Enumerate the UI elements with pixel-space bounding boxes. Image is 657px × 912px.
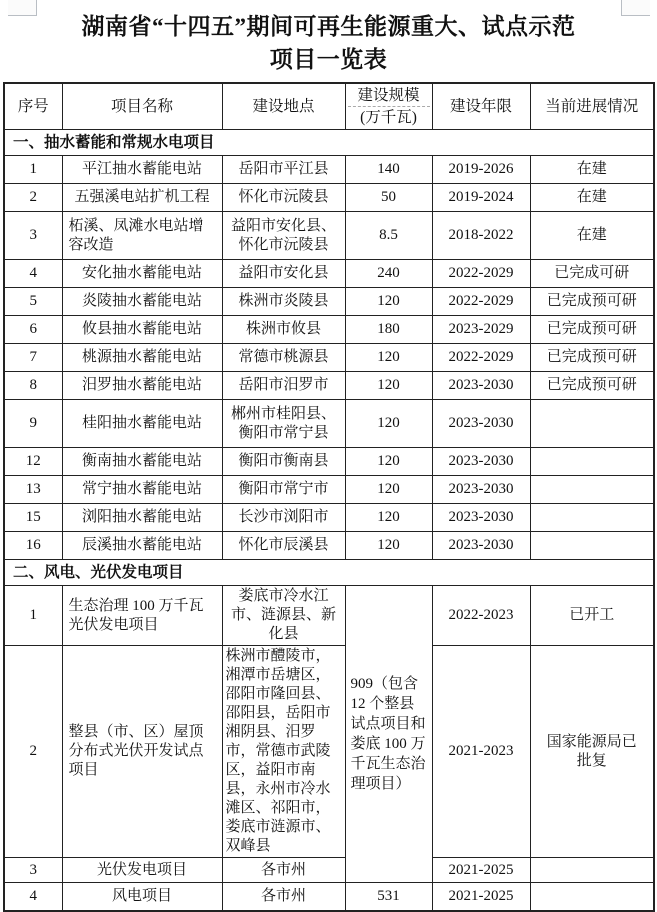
cell-location: 郴州市桂阳县、衡阳市常宁县 xyxy=(222,400,345,448)
table-row xyxy=(4,156,654,184)
cell-name: 浏阳抽水蓄能电站 xyxy=(62,504,222,532)
cell-scale: 120 xyxy=(345,288,432,316)
page-title-line2: 项目一览表 xyxy=(269,47,388,72)
cell-name: 整县（市、区）屋顶分布式光伏开发试点项目 xyxy=(62,646,222,858)
cell-scale: 120 xyxy=(345,344,432,372)
cell-no: 5 xyxy=(4,288,62,316)
cell-status: 已完成预可研 xyxy=(530,344,654,372)
cell-name: 桃源抽水蓄能电站 xyxy=(62,344,222,372)
cell-no: 16 xyxy=(4,532,62,560)
cell-location: 株洲市攸县 xyxy=(222,316,345,344)
table-row xyxy=(4,504,654,532)
cell-no: 15 xyxy=(4,504,62,532)
cell-status: 在建 xyxy=(530,156,654,184)
cell-no: 12 xyxy=(4,448,62,476)
cell-name: 常宁抽水蓄能电站 xyxy=(62,476,222,504)
cell-status: 已完成预可研 xyxy=(530,372,654,400)
cell-status xyxy=(530,448,654,476)
cell-status: 在建 xyxy=(530,184,654,212)
cell-status: 已开工 xyxy=(530,586,654,646)
cell-location: 岳阳市平江县 xyxy=(222,156,345,184)
cell-status: 国家能源局已批复 xyxy=(530,646,654,858)
cell-no: 1 xyxy=(4,156,62,184)
cell-years: 2023-2030 xyxy=(432,532,530,560)
cell-scale: 50 xyxy=(345,184,432,212)
cell-no: 4 xyxy=(4,260,62,288)
cell-status: 已完成可研 xyxy=(530,260,654,288)
cell-name: 辰溪抽水蓄能电站 xyxy=(62,532,222,560)
cell-name: 平江抽水蓄能电站 xyxy=(62,156,222,184)
cell-name: 光伏发电项目 xyxy=(62,858,222,883)
table-row xyxy=(4,260,654,288)
cell-status: 已完成预可研 xyxy=(530,316,654,344)
cell-location: 常德市桃源县 xyxy=(222,344,345,372)
page-title xyxy=(6,10,651,76)
cell-name: 桂阳抽水蓄能电站 xyxy=(62,400,222,448)
cell-location: 株洲市炎陵县 xyxy=(222,288,345,316)
cell-scale: 180 xyxy=(345,316,432,344)
cell-no: 13 xyxy=(4,476,62,504)
cell-scale: 120 xyxy=(345,372,432,400)
cell-status xyxy=(530,476,654,504)
cell-years: 2021-2025 xyxy=(432,883,530,912)
cell-scale: 8.5 xyxy=(345,212,432,260)
table-row xyxy=(4,858,654,883)
cell-location: 衡阳市衡南县 xyxy=(222,448,345,476)
section1-header-row xyxy=(4,130,654,156)
cell-years: 2023-2029 xyxy=(432,316,530,344)
col-header-scale-unit: (万千瓦) xyxy=(348,106,430,127)
cell-status xyxy=(530,532,654,560)
cell-no: 6 xyxy=(4,316,62,344)
cell-years: 2023-2030 xyxy=(432,400,530,448)
cell-years: 2021-2025 xyxy=(432,858,530,883)
cell-years: 2019-2024 xyxy=(432,184,530,212)
section2-label: 二、风电、光伏发电项目 xyxy=(4,560,654,586)
cell-location: 益阳市安化县、怀化市沅陵县 xyxy=(222,212,345,260)
cell-location: 怀化市辰溪县 xyxy=(222,532,345,560)
table-header-row xyxy=(4,83,654,130)
cell-name: 安化抽水蓄能电站 xyxy=(62,260,222,288)
cell-no: 2 xyxy=(4,646,62,858)
cell-years: 2022-2029 xyxy=(432,260,530,288)
cell-location: 娄底市冷水江市、涟源县、新化县 xyxy=(222,586,345,646)
cell-years: 2022-2029 xyxy=(432,288,530,316)
table-row xyxy=(4,184,654,212)
cell-years: 2023-2030 xyxy=(432,504,530,532)
cell-years: 2022-2023 xyxy=(432,586,530,646)
table-row xyxy=(4,586,654,646)
cell-name: 汨罗抽水蓄能电站 xyxy=(62,372,222,400)
col-header-location: 建设地点 xyxy=(222,83,345,130)
cell-no: 2 xyxy=(4,184,62,212)
cell-scale: 531 xyxy=(345,883,432,912)
cell-no: 8 xyxy=(4,372,62,400)
cell-scale: 120 xyxy=(345,504,432,532)
cell-years: 2019-2026 xyxy=(432,156,530,184)
cell-years: 2023-2030 xyxy=(432,372,530,400)
cell-location: 各市州 xyxy=(222,858,345,883)
cell-scale: 120 xyxy=(345,400,432,448)
cell-years: 2018-2022 xyxy=(432,212,530,260)
cell-name: 炎陵抽水蓄能电站 xyxy=(62,288,222,316)
table-row xyxy=(4,448,654,476)
cell-scale: 120 xyxy=(345,532,432,560)
page-title-line1: 湖南省“十四五”期间可再生能源重大、试点示范 xyxy=(81,14,576,39)
cell-name: 衡南抽水蓄能电站 xyxy=(62,448,222,476)
cell-location: 怀化市沅陵县 xyxy=(222,184,345,212)
cell-years: 2023-2030 xyxy=(432,476,530,504)
cell-status: 已完成预可研 xyxy=(530,288,654,316)
section2-header-row xyxy=(4,560,654,586)
cell-name: 柘溪、凤滩水电站增容改造 xyxy=(62,212,222,260)
cell-location: 各市州 xyxy=(222,883,345,912)
col-header-scale-line1: 建设规模 xyxy=(357,87,420,104)
cropped-ui-artifact-right xyxy=(621,0,650,16)
cell-status xyxy=(530,883,654,912)
section1-label: 一、抽水蓄能和常规水电项目 xyxy=(4,130,654,156)
table-row xyxy=(4,316,654,344)
cell-location: 益阳市安化县 xyxy=(222,260,345,288)
projects-table xyxy=(3,82,655,912)
cell-scale: 120 xyxy=(345,448,432,476)
cell-location: 株洲市醴陵市，湘潭市岳塘区，邵阳市隆回县、邵阳县，岳阳市湘阴县、汨罗市，常德市武陵区，益阳市南县，永州市冷水滩区、祁阳市，娄底市涟源市、双峰县 xyxy=(222,646,345,858)
cell-no: 3 xyxy=(4,212,62,260)
col-header-no: 序号 xyxy=(4,83,62,130)
cell-name: 攸县抽水蓄能电站 xyxy=(62,316,222,344)
cell-no: 9 xyxy=(4,400,62,448)
table-row xyxy=(4,532,654,560)
table-row xyxy=(4,344,654,372)
cell-scale: 120 xyxy=(345,476,432,504)
cell-scale: 140 xyxy=(345,156,432,184)
cell-status xyxy=(530,504,654,532)
cell-location: 衡阳市常宁市 xyxy=(222,476,345,504)
cell-years: 2022-2029 xyxy=(432,344,530,372)
col-header-scale xyxy=(345,83,432,130)
table-row xyxy=(4,883,654,912)
cell-name: 五强溪电站扩机工程 xyxy=(62,184,222,212)
cell-scale: 240 xyxy=(345,260,432,288)
table-row xyxy=(4,400,654,448)
cell-location: 长沙市浏阳市 xyxy=(222,504,345,532)
table-row xyxy=(4,288,654,316)
cell-status: 在建 xyxy=(530,212,654,260)
col-header-name: 项目名称 xyxy=(62,83,222,130)
cell-status xyxy=(530,858,654,883)
cell-no: 3 xyxy=(4,858,62,883)
cropped-ui-artifact-left xyxy=(8,0,37,16)
cell-years: 2023-2030 xyxy=(432,448,530,476)
col-header-years: 建设年限 xyxy=(432,83,530,130)
table-row xyxy=(4,476,654,504)
cell-no: 7 xyxy=(4,344,62,372)
cell-years: 2021-2023 xyxy=(432,646,530,858)
col-header-status: 当前进展情况 xyxy=(530,83,654,130)
cell-no: 1 xyxy=(4,586,62,646)
table-row xyxy=(4,372,654,400)
table-row xyxy=(4,212,654,260)
cell-status xyxy=(530,400,654,448)
cell-location: 岳阳市汨罗市 xyxy=(222,372,345,400)
cell-name: 生态治理 100 万千瓦光伏发电项目 xyxy=(62,586,222,646)
cell-no: 4 xyxy=(4,883,62,912)
cell-name: 风电项目 xyxy=(62,883,222,912)
cell-scale-merged: 909（包含 12 个整县试点项目和娄底 100 万千瓦生态治理项目） xyxy=(345,586,432,883)
